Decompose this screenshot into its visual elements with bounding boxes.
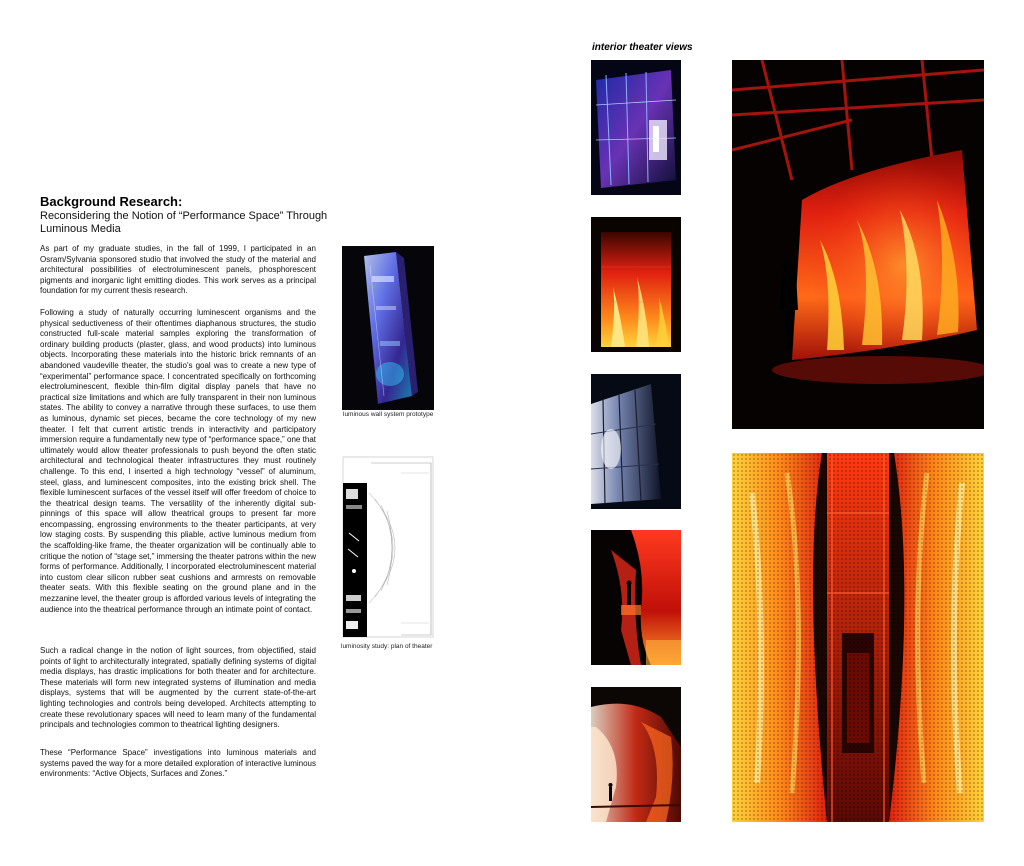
interior-view-thumbnail [591,687,681,822]
paragraph: Such a radical change in the notion of light sources, from objectified, staid points of light to architecturally integrated, spatially defining systems of digital media displays, has drastic implications for both theater and for architecture. These materials will form new integrated systems of illumination and media displays, systems that will be augmented by the current state-of-the-art lighting technologies and controls being developed. Architects attempting to create these revolutionary spaces will need to learn many of the fundamental principals and technologies common to theatrical lighting designers. [40,646,316,730]
interior-view-large-corridor [732,453,984,822]
section-subtitle: Reconsidering the Notion of “Performance Space” Through Luminous Media [40,210,328,235]
gallery-label: interior theater views [592,42,693,53]
theater-plan-caption: luminosity study: plan of theater [341,643,433,650]
interior-view-large-flame-wall [732,60,984,429]
wall-prototype-photo [342,246,434,410]
paragraph: As part of my graduate studies, in the fall of 1999, I participated in an Osram/Sylvania sponsored studio that involved the study of the material and architectural possibilities of electroluminescent panels, phosphorescent pigments and inorganic light emitting diodes. This work serves as a principal foundation for my current thesis research. [40,244,316,296]
interior-view-thumbnail [591,60,681,195]
section-title: Background Research: [40,194,183,209]
interior-view-thumbnail [591,217,681,352]
paragraph: These “Performance Space” investigations into luminous materials and systems paved the way for a more detailed exploration of interactive luminous environments: “Active Objects, Surfaces and Zones.” [40,748,316,779]
paragraph: Following a study of naturally occurring luminescent organisms and the physical seductiveness of their oftentimes diaphanous structures, the studio constructed full-scale material samples exploring the transformation of ordinary building products (plaster, glass, and wood products) into luminous objects. Incorporating these materials into the historic brick remnants of an abandoned vaudeville theater, the studio’s goal was to create a new type of “experimental” performance space. I concentrated specifically on forthcoming electroluminescent, flexible thin-film digital display panels that have no practical size limitations and which are fully transparent in their non luminous states. The ability to convey a narrative through these surfaces, to use them as luminous, dynamic set pieces, became the core technology of my new theater. I felt that current artistic trends in interactivity and participatory immersion require a fundamentally new type of “performance space,” one that ultimately would allow theater professionals to push beyond the often static architectural and technological theater infrastructures they must routinely challenge. To this end, I inserted a high technology “vessel” of aluminum, steel, glass, and luminescent composites, into the existing brick shell. The flexible luminescent surfaces of the vessel itself will offer freedom of choice to the theatrical design teams. The versatility of the inherently digital sub-pinnings of this space will allow theatrical groups to present far more encompassing, engrossing environments to the theater participants, at very low staging costs. By suspending this pliable, active luminous medium from the scaffolding-like frame, the theater organization will be continually able to critique the notion of “stage set,” immersing the theater patrons within the new forms of performance. Additionally, I incorporated electroluminescent material into custom clear silicon rubber seat cushions and armrests on removable theater seats. With this flexible seating on the ground plane and in the mezzanine level, the theater group is afforded various levels of integrating the audience into the theatrical performance through an intimate point of contact. [40,308,316,614]
theater-plan-drawing [341,453,435,641]
interior-view-thumbnail [591,530,681,665]
interior-view-thumbnail [591,374,681,509]
wall-prototype-caption: luminous wall system prototype [343,411,434,418]
